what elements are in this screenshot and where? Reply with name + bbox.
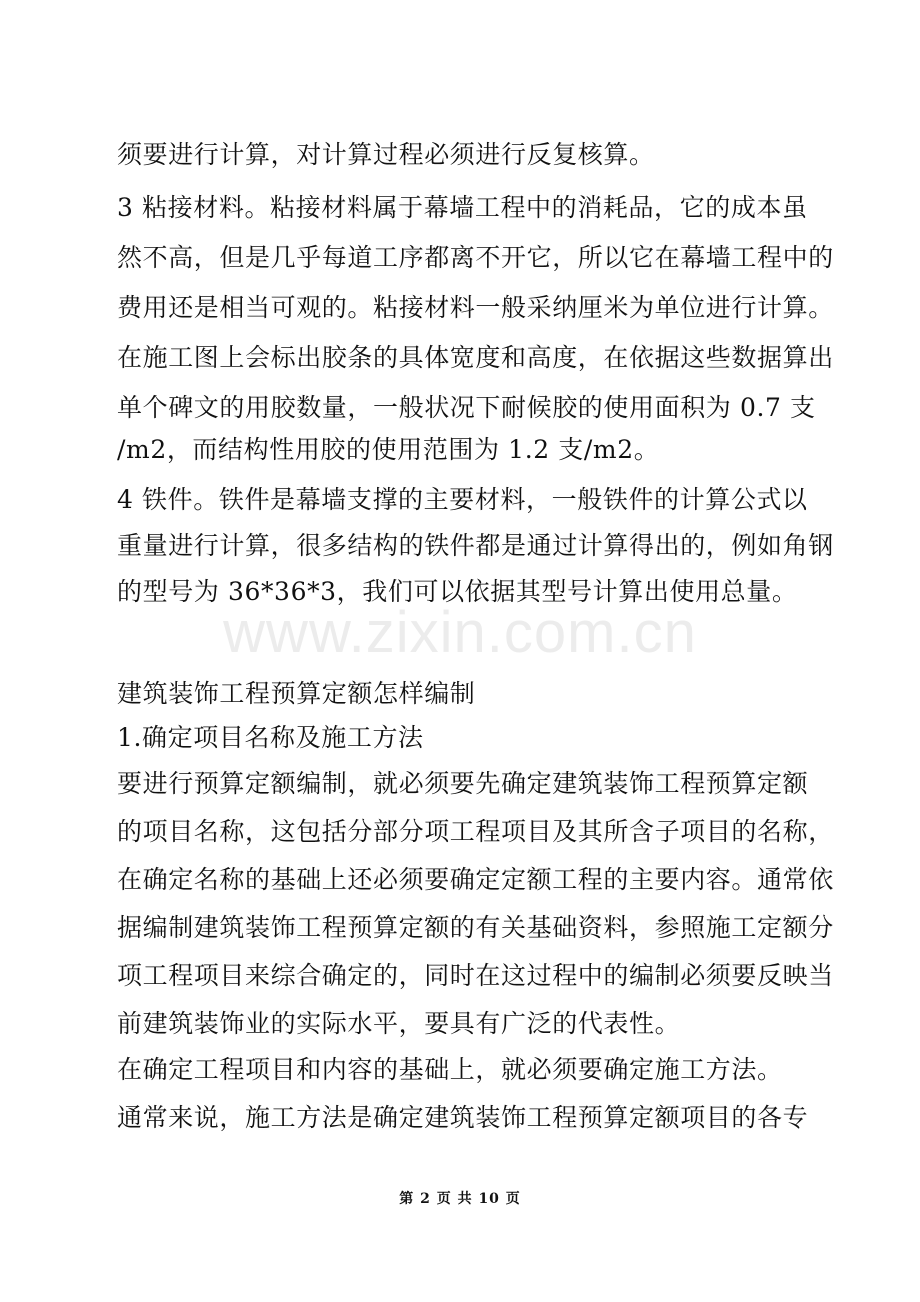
text-line: 费用还是相当可观的。粘接材料一般采纳厘米为单位进行计算。: [117, 293, 834, 322]
text-line: 要进行预算定额编制，就必须要先确定建筑装饰工程预算定额: [117, 769, 809, 798]
text-line: 4 铁件。铁件是幕墙支撑的主要材料，一般铁件的计算公式以: [117, 485, 808, 514]
text-line: 的型号为 36*36*3，我们可以依据其型号计算出使用总量。: [117, 577, 798, 606]
text-line: 据编制建筑装饰工程预算定额的有关基础资料，参照施工定额分: [117, 913, 834, 942]
text-line: 单个碑文的用胶数量，一般状况下耐候胶的使用面积为 0.7 支: [117, 393, 816, 422]
text-line: 3 粘接材料。粘接材料属于幕墙工程中的消耗品，它的成本虽: [117, 193, 808, 222]
text-line: 前建筑装饰业的实际水平，要具有广泛的代表性。: [117, 1009, 681, 1038]
text-line: 在确定名称的基础上还必须要确定定额工程的主要内容。通常依: [117, 865, 834, 894]
text-line: 的项目名称，这包括分部分项工程项目及其所含子项目的名称，: [117, 817, 834, 846]
text-line: 重量进行计算，很多结构的铁件都是通过计算得出的，例如角钢: [117, 531, 834, 560]
text-line: /m2，而结构性用胶的使用范围为 1.2 支/m2。: [117, 435, 660, 464]
text-line: 须要进行计算，对计算过程必须进行反复核算。: [117, 140, 655, 169]
section-heading: 建筑装饰工程预算定额怎样编制: [117, 679, 476, 708]
watermark: www.zixin.com.cn: [223, 600, 697, 665]
page-number-footer: 第 2 页 共 10 页: [399, 1191, 521, 1207]
text-line: 通常来说，施工方法是确定建筑装饰工程预算定额项目的各专: [117, 1103, 809, 1132]
text-line: 在确定工程项目和内容的基础上，就必须要确定施工方法。: [117, 1055, 783, 1084]
subsection-heading: 1.确定项目名称及施工方法: [117, 723, 424, 752]
text-line: 然不高，但是几乎每道工序都离不开它，所以它在幕墙工程中的: [117, 243, 834, 272]
text-line: 项工程项目来综合确定的，同时在这过程中的编制必须要反映当: [117, 961, 834, 990]
text-line: 在施工图上会标出胶条的具体宽度和高度，在依据这些数据算出: [117, 343, 834, 372]
